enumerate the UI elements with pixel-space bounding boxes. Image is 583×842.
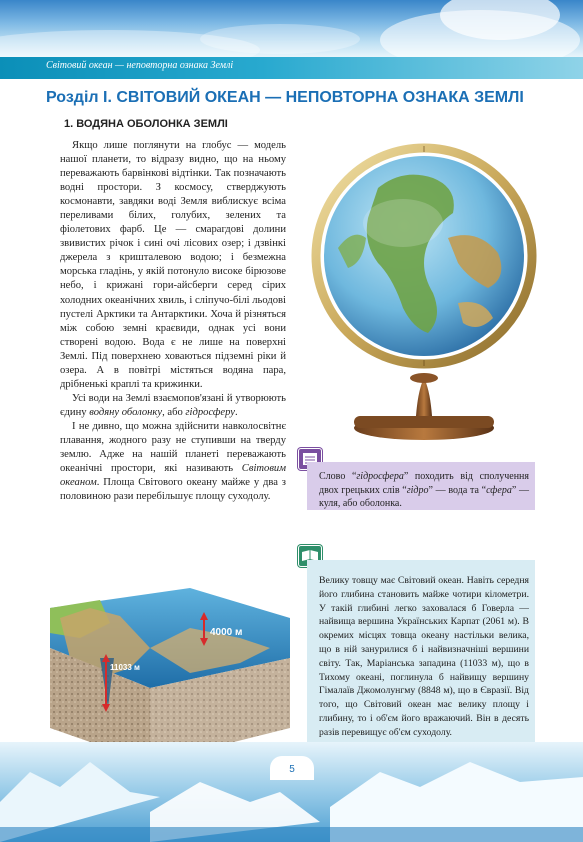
trench-label: 11033 м xyxy=(110,663,140,672)
paragraph-3 xyxy=(60,420,286,504)
chapter-title: Розділ І. СВІТОВИЙ ОКЕАН — НЕПОВТОРНА ОЗНАКА ЗЕМЛІ xyxy=(46,89,524,106)
ocean-depth-note: Велику товщу має Світовий океан. Навіть середня його глибина становить майже чотири кілометри. У такій глибині легко заховалася б Говерла — найвища вершина Українських Карпат (2061 м). В окремих місцях товща океану настільки велика, що в ній занурилися б і найвизначніші вершини світу. Так, Маріанська западина (11033 м), що в Тихому океані, поглинула б найвищу вершину Гімалаїв Джомолунгму (8848 м), що в Євразії. Від того, що Світовий океан має велику площу і глибину, то і об'єм його вражаючий. Він в десять разів перевищує об'єм суходолу. xyxy=(307,560,535,750)
term-world-ocean: Світовим океаном xyxy=(60,463,286,489)
paragraph-2-mid: , або xyxy=(162,406,186,418)
note1-text-3: ” — вода та “ xyxy=(428,484,487,496)
note1-text-4: ” — куля, або оболонка. xyxy=(319,484,529,509)
term-water-shell: водяну оболонку xyxy=(89,406,163,418)
running-head: Світовий океан — неповторна ознака Землі xyxy=(46,60,234,71)
note1-text-1: Слово “ xyxy=(319,471,357,482)
note1-term-sphere: сфера xyxy=(486,484,512,496)
depth-label: 4000 м xyxy=(210,627,243,638)
paragraph-2-text: Усі води на Землі взаємопов'язані й утворюють єдину xyxy=(60,392,286,418)
ocean-floor-diagram xyxy=(40,578,300,768)
section-title: 1. ВОДЯНА ОБОЛОНКА ЗЕМЛІ xyxy=(64,118,228,130)
paragraph-3-text: І не дивно, що можна здійснити навколосвітнє плавання, жодного разу не ступивши на тверду землю. Адже на нашій планеті переважають океанічні простори, які називають xyxy=(60,420,286,475)
hydrosphere-note xyxy=(307,462,535,510)
note1-term-hydro: гідро xyxy=(406,484,429,496)
note1-text-2: ” походить від сполучення двох грецьких слів “ xyxy=(319,471,529,496)
globe-illustration xyxy=(308,128,540,448)
paragraph-2 xyxy=(60,392,286,420)
note1-term-hydrosphere: гідросфера xyxy=(356,471,404,482)
paragraph-1: Якщо лише поглянути на глобус — модель нашої планети, то відразу видно, що на ньому переважають барвінкові відтінки. Так позначають водні простори. З космосу, стверджують космонавти, завдяки воді Земля виблискує всіма переливами білих, голубих, зелених та фіолетових фарб. Це — смарагдові долини звивистих річок і сині очі лісових озер; і дзвінкі джерела з кришталевою водою; і безмежна морська гладінь, у якій потонуло високе бірюзове небо, і крижані гори-айсберги серед сірих холодних океанічних хвиль, і сліпучо-білі льодові пустелі Арктики та Антарктики. Хоча й різняться між собою земні краєвиди, однак усі вони створені водою. Вода є не лише на поверхні Землі. Під поверхнею ховаються підземні ріки й озера. А в повітрі містяться водяна пара, дрібненькі краплі та крижинки. xyxy=(60,140,286,390)
paragraph-3-end: . Площа Світового океану майже у два з половиною рази перебільшує площу суходолу. xyxy=(60,477,286,503)
main-text xyxy=(60,139,286,504)
page-number: 5 xyxy=(289,764,295,775)
header-banner-image xyxy=(0,0,583,57)
paragraph-2-end: . xyxy=(234,406,238,418)
term-hydrosphere: гідросферу xyxy=(185,406,235,418)
